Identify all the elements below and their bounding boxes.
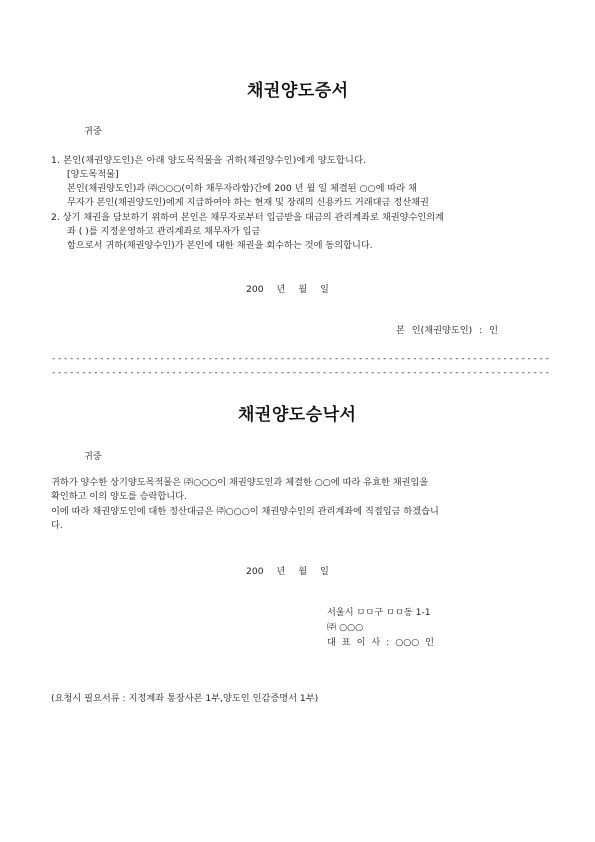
consent-paragraph-2-line-1: 이에 따라 채권양도인에 대한 정산대금은 ㈜○○○이 채권양수인의 관리계좌에 직접입금 하겠습니 — [51, 506, 439, 517]
separator-line-1: ----------------------------------------------------------------------------------- — [51, 354, 551, 364]
footnote-required-documents: (요청시 필요서류 : 지정계좌 통장사본 1부,양도인 인감증명서 1부) — [51, 693, 319, 704]
assignment-date: 200 년 월 일 — [246, 284, 329, 295]
assignment-signer: 본 인(채권양도인) : 인 — [396, 325, 499, 336]
assignment-item-2-line-1: 2. 상기 채권을 담보하기 위하여 본인은 채무자로부터 입금받을 대금의 관리계좌로 채권양수인의계 — [51, 212, 444, 223]
assignment-item-1: 1. 본인(채권양도인)은 아래 양도목적물을 귀하(채권양수인)에게 양도합니다. — [51, 155, 367, 166]
consent-paragraph-2-line-2: 다. — [51, 520, 63, 531]
consent-ceo: 대 표 이 사 : ○○○ 인 — [327, 637, 435, 648]
consent-title: 채권양도승낙서 — [238, 405, 357, 425]
separator-line-2: ----------------------------------------------------------------------------------- — [51, 368, 551, 378]
object-header: [양도목적물] — [67, 169, 119, 180]
assignment-item-2-line-2: 좌 ( )를 지정운영하고 관리계좌로 채무자가 입금 — [67, 226, 261, 237]
consent-paragraph-1-line-1: 귀하가 양수한 상기양도목적물은 ㈜○○○이 채권양도인과 체결한 ○○에 따라 유효한 채권임을 — [51, 477, 429, 488]
assignment-item-2-line-3: 함으로서 귀하(채권양수인)가 본인에 대한 채권을 회수하는 것에 동의합니다. — [67, 240, 373, 251]
consent-address: 서울시 ㅁㅁ구 ㅁㅁ동 1-1 — [327, 607, 431, 618]
consent-addressee: 귀중 — [84, 451, 102, 462]
object-line-1: 본인(채권양도인)과 ㈜○○○(이하 채무자라함)간에 200 년 월 일 체결된 ○○에 따라 채 — [67, 183, 417, 194]
consent-company: ㈜ ○○○ — [327, 622, 364, 633]
assignment-addressee: 귀중 — [84, 126, 102, 137]
object-line-2: 무자가 본인(채권양도인)에게 지급하여야 하는 현재 및 장래의 신용카드 거래대금 정산채권 — [67, 197, 429, 208]
consent-date: 200 년 월 일 — [246, 566, 329, 577]
consent-paragraph-1-line-2: 확인하고 이의 양도를 승락합니다. — [51, 491, 187, 502]
assignment-title: 채권양도증서 — [247, 81, 349, 101]
